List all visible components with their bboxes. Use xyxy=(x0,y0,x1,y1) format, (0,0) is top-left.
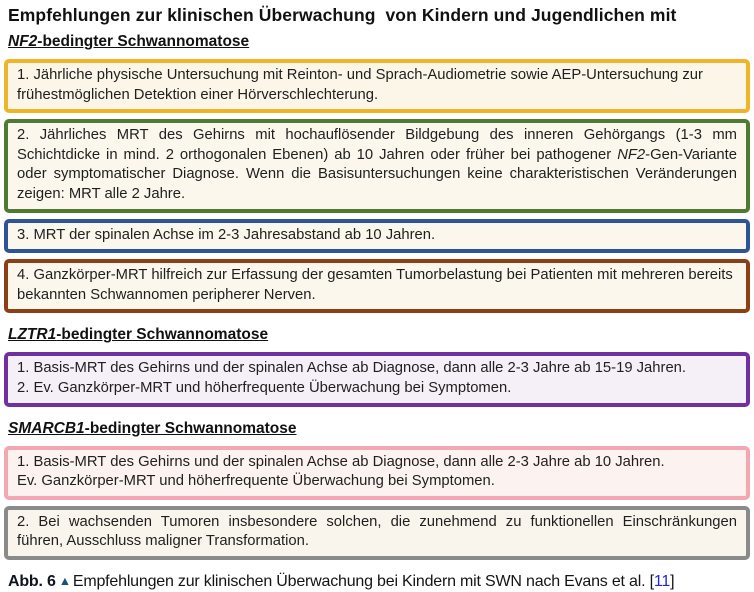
gene-name-nf2: NF2 xyxy=(8,33,38,50)
box-text: Ev. Ganzkörper-MRT und höherfrequente Überwachung bei Symptomen. xyxy=(17,473,495,490)
box-text: 4. Ganzkörper-MRT hilfreich zur Erfassung der gesamten Tumorbelastung bei Patienten mit mehreren bereits bekannten Schwannomen peripherer Nerven. xyxy=(17,267,733,303)
citation-bracket-close: ] xyxy=(670,572,675,590)
gene-name-smarcb1: SMARCB1 xyxy=(8,419,85,437)
citation-bracket-open: [ xyxy=(649,572,654,590)
caption-text: Empfehlungen zur klinischen Überwachung bei Kindern mit SWN nach Evans et al. xyxy=(72,572,650,590)
recommendation-box-malignancy-exclusion xyxy=(4,506,750,560)
box-text: 1. Basis-MRT des Gehirns und der spinalen Achse ab Diagnose, dann alle 2-3 Jahre ab 15-19 Jahren. xyxy=(17,360,687,377)
section-heading-nf2 xyxy=(8,33,750,51)
section-nf2 xyxy=(4,33,750,313)
box-text: 2. Ev. Ganzkörper-MRT und höherfrequente Überwachung bei Symptomen. xyxy=(17,379,512,396)
section-heading-smarcb1 xyxy=(8,420,750,438)
recommendation-box-whole-body-mri xyxy=(4,259,750,313)
box-text: 2. Jährliches MRT des Gehirns mit hochauflösender Bildgebung des inneren Gehörgangs (1-3 mm Schichtdicke in mind. 2 orthogonalen Ebenen) ab 10 Jahren oder früher bei pathogener NF2-Gen-Variante oder symptomatischer Diagnose. Wenn die Basisuntersuchungen keine charakteristischen Veränderungen zeigen: MRT alle 2 Jahre. xyxy=(17,127,737,202)
box-text: 3. MRT der spinalen Achse im 2-3 Jahresabstand ab 10 Jahren. xyxy=(17,226,436,243)
caption-label: Abb. 6 xyxy=(8,572,56,590)
figure-title: Empfehlungen zur klinischen Überwachung von Kindern und Jugendlichen mit xyxy=(8,5,677,25)
box-text: 1. Jährliche physische Untersuchung mit Reinton- und Sprach-Audiometrie sowie AEP-Untersuchung zur frühestmöglichen Detektion einer Hörverschlechterung. xyxy=(17,67,703,103)
box-text: 2. Bei wachsenden Tumoren insbesondere solchen, die zunehmend zu funktionellen Einschränkungen führen, Ausschluss maligner Transformation. xyxy=(17,513,737,550)
citation-link[interactable] xyxy=(650,573,675,590)
section-lztr1 xyxy=(4,326,750,406)
recommendation-box-annual-hearing-exam xyxy=(4,59,750,113)
section-smarcb1 xyxy=(4,420,750,560)
section-heading-lztr1 xyxy=(8,326,750,344)
citation-number: 11 xyxy=(653,572,671,590)
recommendation-box-spinal-mri xyxy=(4,219,750,254)
triangle-up-icon: ▲ xyxy=(58,573,71,588)
section-heading-rest: -bedingter Schwannomatose xyxy=(84,419,297,437)
recommendation-box-smarcb1-surveillance xyxy=(4,446,750,500)
box-text: 1. Basis-MRT des Gehirns und der spinalen Achse ab Diagnose, dann alle 2-3 Jahre ab 10 Jahren. xyxy=(17,453,665,470)
recommendation-box-annual-brain-mri xyxy=(4,119,750,212)
figure-caption xyxy=(8,573,750,591)
section-heading-rest: -bedingter Schwannomatose xyxy=(56,326,269,344)
recommendation-box-lztr1-surveillance xyxy=(4,352,750,406)
section-heading-rest: -bedingter Schwannomatose xyxy=(37,33,250,50)
gene-name-lztr1: LZTR1 xyxy=(8,326,57,344)
